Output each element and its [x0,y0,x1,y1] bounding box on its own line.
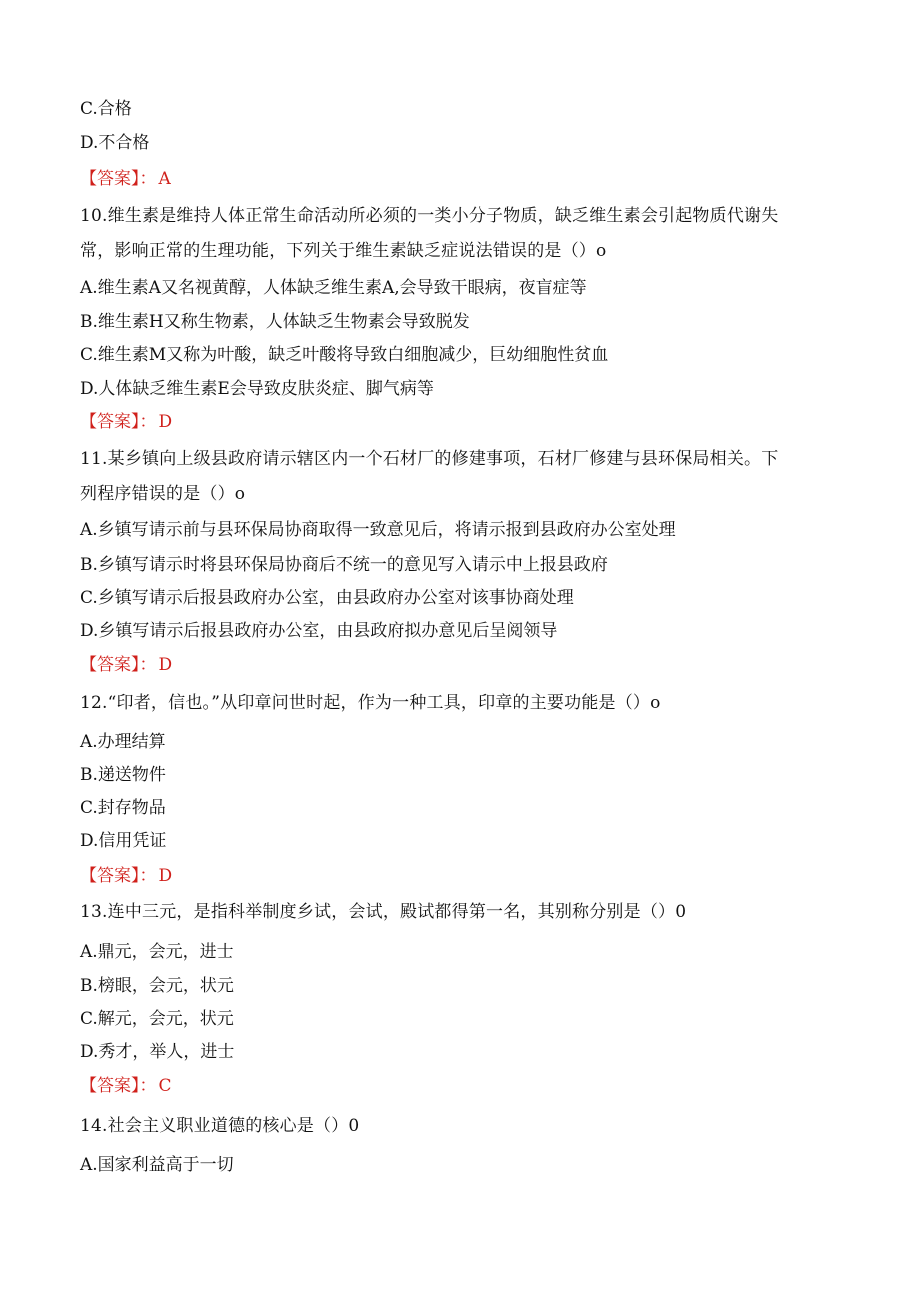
option-line: C.解元，会元，状元 [80,1009,234,1029]
option-line: D.秀才，举人，进士 [80,1042,235,1062]
answer-value: A [158,169,171,189]
answer-label: 【答案】： [80,655,157,675]
question-stem-cont: 列程序错误的是（）o [80,484,246,504]
option-line: D.人体缺乏维生素E会导致皮肤炎症、脚气病等 [80,379,434,399]
option-line: D.不合格 [80,133,150,153]
answer-value: D [158,655,173,675]
answer-label: 【答案】： [80,1076,157,1096]
option-line: D.信用凭证 [80,831,167,851]
option-line: C.维生素M又称为叶酸，缺乏叶酸将导致白细胞减少，巨幼细胞性贫血 [80,345,609,365]
answer-line [80,411,172,433]
question-stem: 12.“印者，信也。”从印章问世时起，作为一种工具，印章的主要功能是（）o [80,693,661,713]
option-line: C.合格 [80,99,132,119]
answer-value: D [158,866,173,886]
answer-value: C [158,1076,172,1096]
option-line: A.国家利益高于一切 [80,1155,234,1175]
answer-label: 【答案】： [80,169,157,189]
question-stem: 14.社会主义职业道德的核心是（）0 [80,1116,360,1136]
option-line: B.榜眼，会元，状元 [80,976,234,996]
answer-line [80,865,172,887]
answer-value: D [158,412,173,432]
question-stem: 13.连中三元，是指科举制度乡试，会试，殿试都得第一名，其别称分别是（）0 [80,902,687,922]
option-line: A.维生素A又名视黄醇，人体缺乏维生素A,会导致干眼病，夜盲症等 [80,278,587,298]
option-line: B.乡镇写请示时将县环保局协商后不统一的意见写入请示中上报县政府 [80,555,608,575]
option-line: A.鼎元，会元，进士 [80,942,234,962]
question-stem: 11.某乡镇向上级县政府请示辖区内一个石材厂的修建事项，石材厂修建与县环保局相关。下 [80,449,779,469]
option-line: B.维生素H又称生物素，人体缺乏生物素会导致脱发 [80,312,470,332]
option-line: A.乡镇写请示前与县环保局协商取得一致意见后，将请示报到县政府办公室处理 [80,520,676,540]
answer-line [80,654,172,676]
option-line: D.乡镇写请示后报县政府办公室，由县政府拟办意见后呈阅领导 [80,621,558,641]
option-line: B.递送物件 [80,765,166,785]
answer-label: 【答案】： [80,866,157,886]
answer-label: 【答案】： [80,412,157,432]
question-stem-cont: 常，影响正常的生理功能，下列关于维生素缺乏症说法错误的是（）o [80,241,607,261]
option-line: C.封存物品 [80,798,166,818]
answer-line [80,1075,172,1097]
answer-line [80,168,171,190]
option-line: A.办理结算 [80,732,166,752]
option-line: C.乡镇写请示后报县政府办公室，由县政府办公室对该事协商处理 [80,588,574,608]
question-stem: 10.维生素是维持人体正常生命活动所必须的一类小分子物质，缺乏维生素会引起物质代谢失 [80,206,779,226]
